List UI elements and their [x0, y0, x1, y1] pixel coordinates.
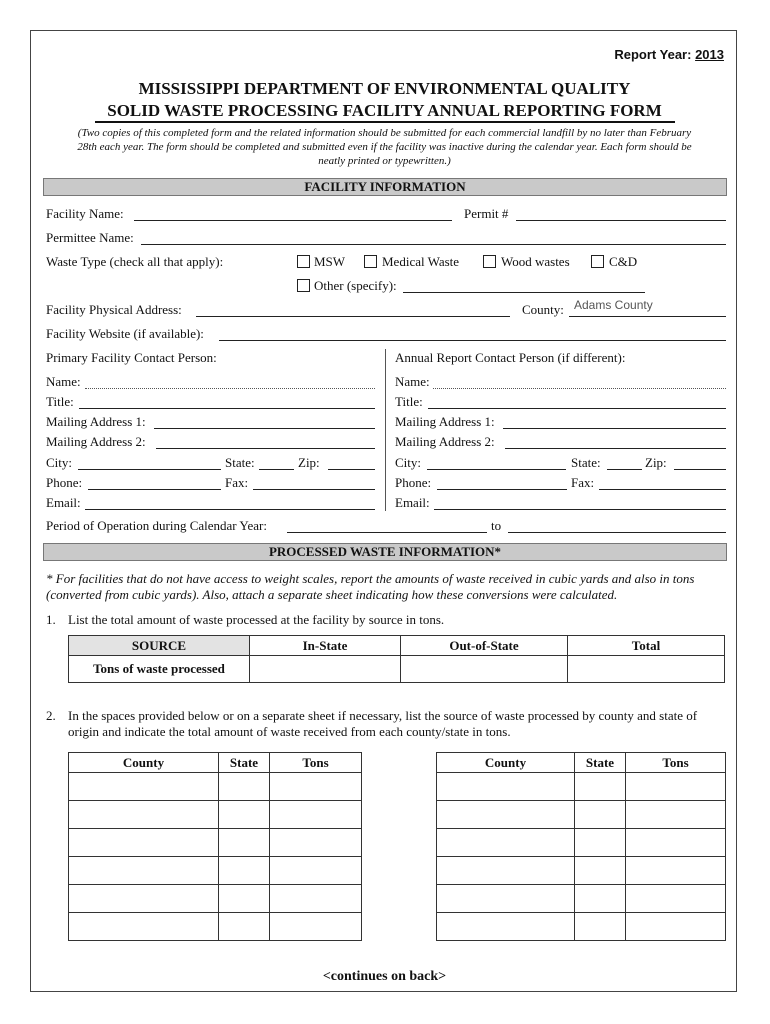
county-table-left	[68, 752, 362, 941]
tons-cell[interactable]	[270, 913, 362, 941]
address-label: Facility Physical Address:	[46, 302, 182, 317]
state-cell[interactable]	[219, 885, 270, 913]
total-header: Total	[568, 636, 725, 656]
county-cell[interactable]	[69, 885, 219, 913]
other-checkbox[interactable]	[297, 279, 310, 292]
processed-section-header: PROCESSED WASTE INFORMATION*	[43, 543, 727, 561]
facility-name-label: Facility Name:	[46, 206, 124, 221]
state-cell[interactable]	[575, 801, 626, 829]
primary-title-field[interactable]	[79, 408, 375, 409]
report-year-value[interactable]: 2013	[695, 47, 724, 62]
permit-field[interactable]	[516, 220, 726, 221]
period-end-field[interactable]	[508, 532, 726, 533]
county-cell[interactable]	[69, 801, 219, 829]
permittee-label: Permittee Name:	[46, 230, 134, 245]
msw-checkbox[interactable]	[297, 255, 310, 268]
other-label: Other (specify):	[314, 278, 397, 293]
primary-email-field[interactable]	[85, 509, 375, 510]
annual-phone-label: Phone:	[395, 475, 432, 490]
county-field[interactable]	[569, 316, 726, 317]
source-header: SOURCE	[69, 636, 250, 656]
county-cell[interactable]	[69, 829, 219, 857]
tons-cell[interactable]	[270, 801, 362, 829]
item2-number: 2.	[46, 708, 56, 723]
primary-phone-field[interactable]	[88, 489, 221, 490]
primary-city-label: City:	[46, 455, 73, 470]
form-page	[30, 30, 737, 992]
primary-fax-label: Fax:	[225, 475, 249, 490]
county-cell[interactable]	[437, 913, 575, 941]
tons-cell[interactable]	[270, 885, 362, 913]
facility-section-header: FACILITY INFORMATION	[43, 178, 727, 196]
total-tons-cell[interactable]	[568, 656, 725, 683]
tons-cell[interactable]	[626, 913, 726, 941]
annual-email-field[interactable]	[434, 509, 726, 510]
primary-name-field[interactable]	[85, 388, 375, 389]
state-cell[interactable]	[575, 885, 626, 913]
county-header: County	[69, 753, 219, 773]
state-cell[interactable]	[575, 913, 626, 941]
state-header: State	[219, 753, 270, 773]
submission-note: (Two copies of this completed form and the related information should be submitted for each commercial landfill by no later than February 28th each year. The form should be completed and submitted even if the facility was inactive during the calendar year. Each form should be neatly printed or typewritten.)	[77, 127, 692, 167]
out-of-state-tons-cell[interactable]	[401, 656, 568, 683]
county-cell[interactable]	[437, 885, 575, 913]
annual-phone-field[interactable]	[437, 489, 567, 490]
tons-header: Tons	[270, 753, 362, 773]
waste-type-label: Waste Type (check all that apply):	[46, 254, 224, 269]
annual-city-label: City:	[395, 455, 422, 470]
medical-waste-checkbox[interactable]	[364, 255, 377, 268]
county-cell[interactable]	[69, 913, 219, 941]
primary-email-label: Email:	[46, 495, 81, 510]
state-cell[interactable]	[575, 829, 626, 857]
county-label: County:	[522, 302, 564, 317]
in-state-header: In-State	[250, 636, 401, 656]
primary-title-label: Title:	[46, 394, 74, 409]
county-cell[interactable]	[437, 857, 575, 885]
annual-state-field[interactable]	[607, 469, 642, 470]
tons-cell[interactable]	[270, 829, 362, 857]
tons-cell[interactable]	[270, 857, 362, 885]
in-state-tons-cell[interactable]	[250, 656, 401, 683]
period-to-label: to	[491, 518, 502, 533]
primary-zip-field[interactable]	[328, 469, 375, 470]
annual-mail2-field[interactable]	[505, 448, 726, 449]
primary-name-label: Name:	[46, 374, 81, 389]
tons-processed-label: Tons of waste processed	[69, 656, 250, 683]
period-label: Period of Operation during Calendar Year:	[46, 518, 267, 533]
annual-contact-heading: Annual Report Contact Person (if different):	[395, 350, 626, 365]
primary-state-field[interactable]	[259, 469, 294, 470]
annual-title-label: Title:	[395, 394, 423, 409]
tons-cell[interactable]	[626, 801, 726, 829]
other-specify-field[interactable]	[403, 292, 645, 293]
source-table	[68, 635, 725, 683]
primary-city-field[interactable]	[78, 469, 221, 470]
website-label: Facility Website (if available):	[46, 326, 204, 341]
tons-cell[interactable]	[270, 773, 362, 801]
state-cell[interactable]	[219, 913, 270, 941]
annual-fax-field[interactable]	[599, 489, 726, 490]
msw-label: MSW	[314, 254, 346, 269]
annual-mail1-field[interactable]	[503, 428, 726, 429]
scales-footnote: * For facilities that do not have access to weight scales, report the amounts of waste received in cubic yards and also in tons (converted from cubic yards). Also, attach a separate sheet indicating how these conversions were calculated.	[46, 571, 695, 602]
permittee-field[interactable]	[141, 244, 726, 245]
annual-mail2-label: Mailing Address 2:	[395, 434, 495, 449]
out-of-state-header: Out-of-State	[401, 636, 568, 656]
tons-cell[interactable]	[626, 773, 726, 801]
permit-label: Permit #	[464, 206, 509, 221]
primary-contact-heading: Primary Facility Contact Person:	[46, 350, 217, 365]
annual-name-label: Name:	[395, 374, 430, 389]
tons-cell[interactable]	[626, 885, 726, 913]
primary-state-label: State:	[225, 455, 255, 470]
facility-name-field[interactable]	[134, 220, 452, 221]
county-header: County	[437, 753, 575, 773]
period-start-field[interactable]	[287, 532, 487, 533]
contact-divider	[385, 349, 386, 511]
state-cell[interactable]	[219, 829, 270, 857]
annual-city-field[interactable]	[427, 469, 566, 470]
cd-checkbox[interactable]	[591, 255, 604, 268]
primary-phone-label: Phone:	[46, 475, 83, 490]
county-cell[interactable]	[69, 773, 219, 801]
county-cell[interactable]	[437, 801, 575, 829]
report-year: Report Year: 2013	[614, 47, 724, 62]
wood-wastes-checkbox[interactable]	[483, 255, 496, 268]
state-cell[interactable]	[219, 773, 270, 801]
title-underline	[95, 121, 675, 123]
continues-on-back: <continues on back>	[322, 969, 447, 984]
item2-text: In the spaces provided below or on a separate sheet if necessary, list the source of waste processed by county and state of origin and indicate the total amount of waste received from each county/state in tons.	[68, 708, 698, 739]
state-cell[interactable]	[219, 857, 270, 885]
county-value: Adams County	[574, 298, 653, 312]
annual-zip-field[interactable]	[674, 469, 726, 470]
annual-state-label: State:	[571, 455, 601, 470]
wood-wastes-label: Wood wastes	[501, 254, 570, 269]
primary-mail1-field[interactable]	[154, 428, 375, 429]
state-header: State	[575, 753, 626, 773]
primary-mail2-field[interactable]	[156, 448, 375, 449]
primary-fax-field[interactable]	[253, 489, 375, 490]
tons-cell[interactable]	[626, 857, 726, 885]
annual-email-label: Email:	[395, 495, 430, 510]
county-cell[interactable]	[437, 773, 575, 801]
annual-title-field[interactable]	[428, 408, 726, 409]
form-title-line1: MISSISSIPPI DEPARTMENT OF ENVIRONMENTAL QUALITY	[138, 79, 631, 98]
annual-fax-label: Fax:	[571, 475, 595, 490]
address-field[interactable]	[196, 316, 510, 317]
form-title-line2: SOLID WASTE PROCESSING FACILITY ANNUAL REPORTING FORM	[107, 101, 662, 120]
tons-cell[interactable]	[626, 829, 726, 857]
county-table-right	[436, 752, 726, 941]
annual-mail1-label: Mailing Address 1:	[395, 414, 495, 429]
cd-label: C&D	[609, 254, 638, 269]
state-cell[interactable]	[575, 773, 626, 801]
medical-waste-label: Medical Waste	[382, 254, 460, 269]
website-field[interactable]	[219, 340, 726, 341]
primary-zip-label: Zip:	[298, 455, 320, 470]
primary-mail1-label: Mailing Address 1:	[46, 414, 146, 429]
county-cell[interactable]	[69, 857, 219, 885]
item1-text: List the total amount of waste processed at the facility by source in tons.	[68, 612, 445, 627]
county-cell[interactable]	[437, 829, 575, 857]
annual-name-field[interactable]	[433, 388, 726, 389]
state-cell[interactable]	[575, 857, 626, 885]
annual-zip-label: Zip:	[645, 455, 667, 470]
item1-number: 1.	[46, 612, 56, 627]
state-cell[interactable]	[219, 801, 270, 829]
primary-mail2-label: Mailing Address 2:	[46, 434, 146, 449]
tons-header: Tons	[626, 753, 726, 773]
